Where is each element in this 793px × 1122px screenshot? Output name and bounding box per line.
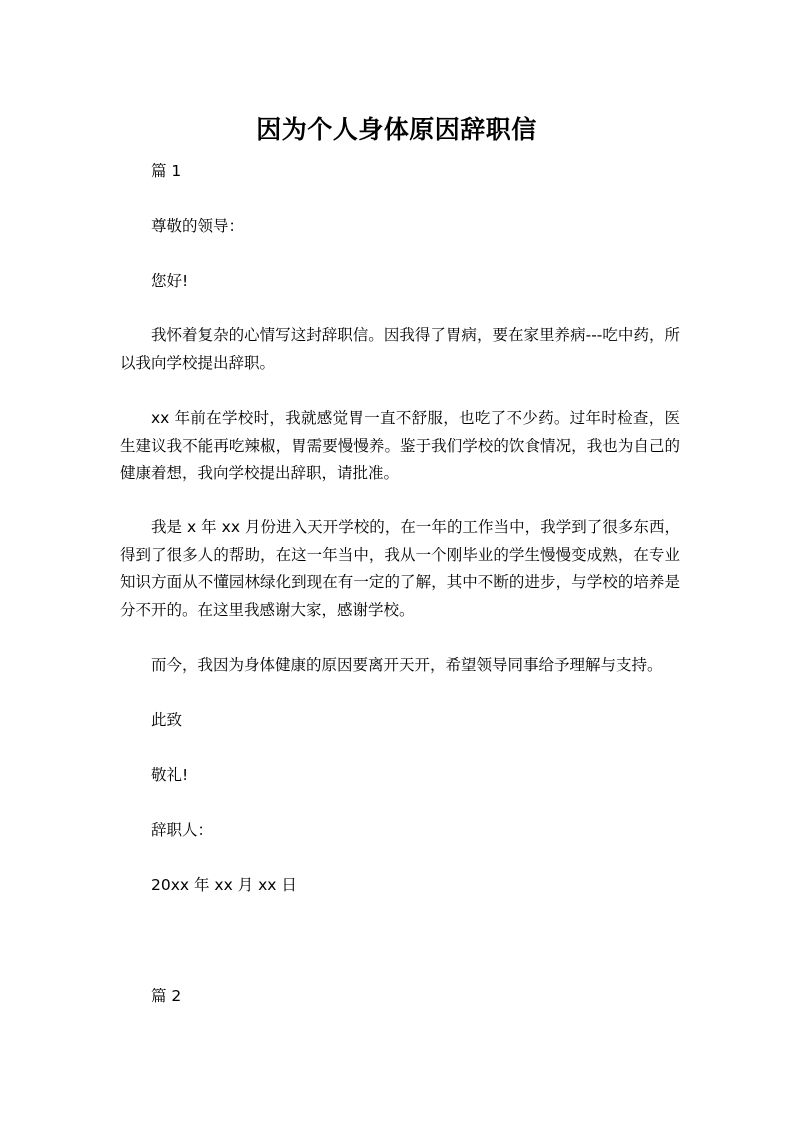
salutation: 尊敬的领导： — [151, 217, 245, 235]
closing-line: 敬礼! — [151, 766, 189, 784]
body-paragraph: xx 年前在学校时，我就感觉胃一直不舒服，也吃了不少药。过年时检查，医生建议我不能再吃辣椒，胃需要慢慢养。鉴于我们学校的饮食情况，我也为自己的健康着想，我向学校提出辞职，请批准。 — [120, 409, 680, 482]
signature-label: 辞职人： — [151, 821, 214, 839]
section-heading: 篇 1 — [151, 162, 182, 180]
body-paragraph: 而今，我因为身体健康的原因要离开天开，希望领导同事给予理解与支持。 — [151, 656, 663, 674]
section-heading: 篇 2 — [151, 987, 182, 1005]
date-line: 20xx 年 xx 月 xx 日 — [151, 876, 297, 894]
body-paragraph: 我怀着复杂的心情写这封辞职信。因我得了胃病，要在家里养病---吃中药，所以我向学校提出辞职。 — [120, 326, 680, 372]
closing-line: 此致 — [151, 711, 183, 729]
greeting: 您好! — [151, 272, 189, 290]
document-title: 因为个人身体原因辞职信 — [256, 115, 537, 144]
body-paragraph: 我是 x 年 xx 月份进入天开学校的，在一年的工作当中，我学到了很多东西，得到了很多人的帮助，在这一年当中，我从一个刚毕业的学生慢慢变成熟，在专业知识方面从不懂园林绿化到现在有一定的了解，其中不断的进步，与学校的培养是分不开的。在这里我感谢大家，感谢学校。 — [120, 518, 680, 619]
